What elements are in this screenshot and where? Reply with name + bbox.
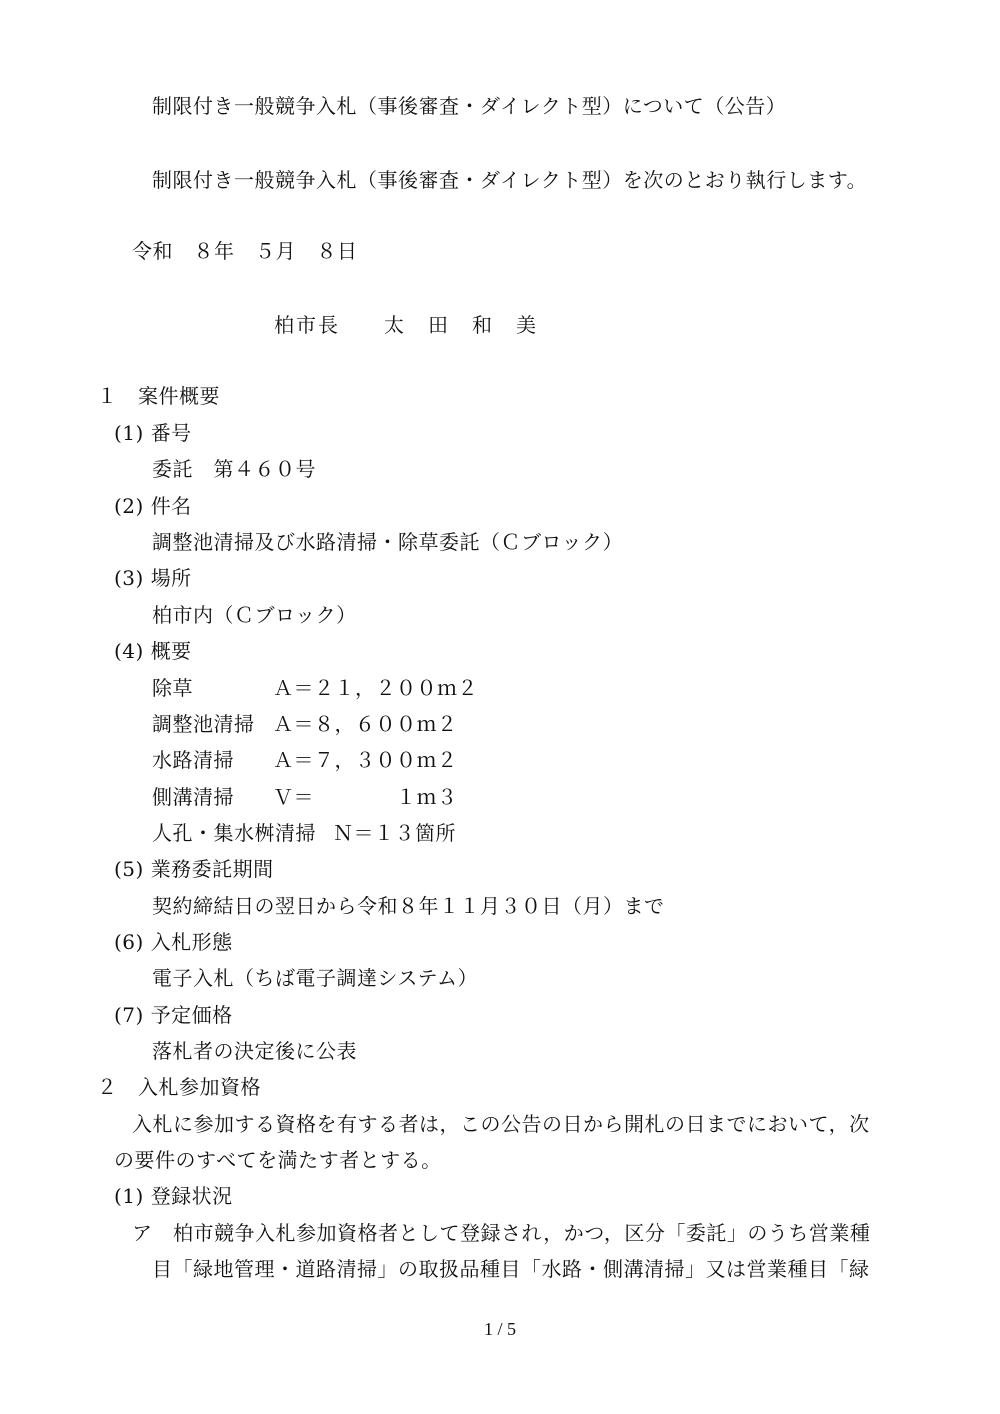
overview-value: Ｖ＝ １ｍ３	[273, 785, 458, 809]
item-1-value: 委託 第４６０号	[152, 457, 316, 481]
item-4-label: (4) 概要	[114, 639, 192, 663]
item-3-label: (3) 場所	[114, 566, 192, 590]
overview-name: 人孔・集水桝清掃	[152, 821, 316, 845]
item-7-label: (7) 予定価格	[114, 1003, 233, 1027]
sub-item-a-line2: 目「緑地管理・道路清掃」の取扱品種目「水路・側溝清掃」又は営業種目「緑	[152, 1257, 870, 1281]
overview-value: Ａ＝８，６００ｍ２	[273, 712, 458, 736]
overview-name: 水路清掃	[152, 748, 234, 772]
item-2-value: 調整池清掃及び水路清掃・除草委託（Ｃブロック）	[152, 530, 624, 554]
overview-name: 除草	[152, 676, 193, 700]
signatory: 柏市長 太 田 和 美	[274, 313, 538, 337]
item-6-value: 電子入札（ちば電子調達システム）	[152, 966, 478, 990]
overview-name: 調整池清掃	[152, 712, 255, 736]
notice-intro: 制限付き一般競争入札（事後審査・ダイレクト型）を次のとおり執行します。	[152, 168, 868, 192]
overview-name: 側溝清掃	[152, 785, 234, 809]
item-5-label: (5) 業務委託期間	[114, 857, 274, 881]
item-3-value: 柏市内（Ｃブロック）	[152, 603, 357, 627]
section-2-heading: ２ 入札参加資格	[97, 1075, 261, 1099]
sub-item-1-label: (1) 登録状況	[114, 1184, 233, 1208]
section-2-paragraph-line1: 入札に参加する資格を有する者は，この公告の日から開札の日までにおいて，次	[132, 1112, 870, 1136]
item-2-label: (2) 件名	[114, 494, 192, 518]
sub-item-a-line1: ア 柏市競争入札参加資格者として登録され，かつ，区分「委託」のうち営業種	[132, 1221, 871, 1245]
item-5-value: 契約締結日の翌日から令和８年１１月３０日（月）まで	[152, 894, 665, 918]
item-6-label: (6) 入札形態	[114, 930, 233, 954]
notice-date: 令和 ８年 ５月 ８日	[132, 239, 358, 263]
item-7-value: 落札者の決定後に公表	[152, 1039, 357, 1063]
notice-title: 制限付き一般競争入札（事後審査・ダイレクト型）について（公告）	[152, 94, 787, 118]
item-1-label: (1) 番号	[114, 421, 192, 445]
overview-value: Ａ＝７，３００ｍ２	[273, 748, 458, 772]
overview-value: Ｎ＝１３箇所	[333, 821, 456, 845]
section-2-paragraph-line2: の要件のすべてを満たす者とする。	[114, 1148, 442, 1172]
overview-value: Ａ＝２１，２００ｍ２	[273, 676, 478, 700]
page-number: 1 / 5	[483, 1319, 516, 1339]
section-1-heading: １ 案件概要	[97, 384, 220, 408]
